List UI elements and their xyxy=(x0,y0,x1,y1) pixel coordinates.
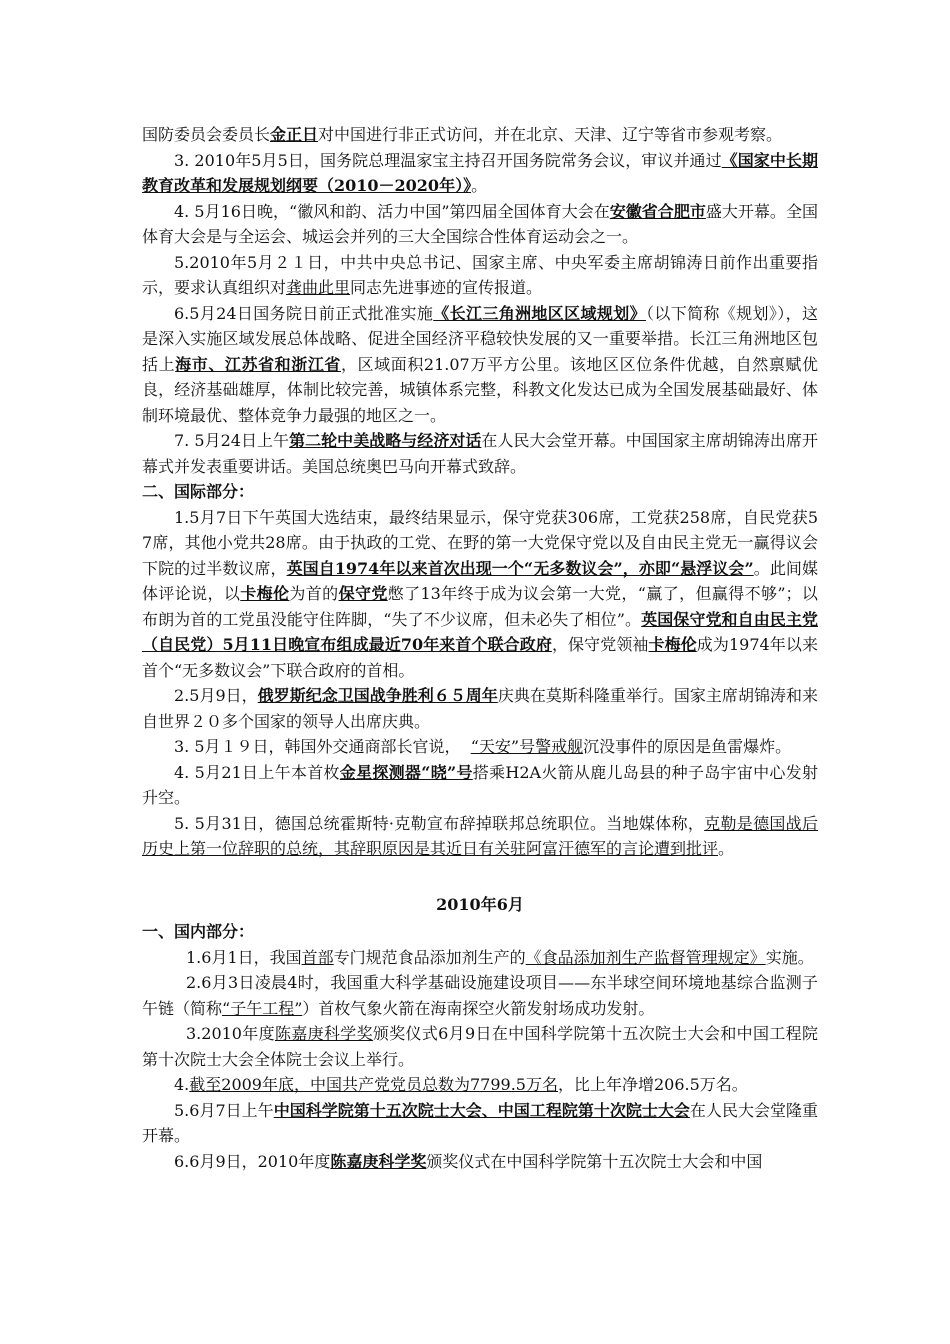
highlight-text: 首部 xyxy=(301,947,334,967)
paragraph-international-3: 3. 5月１９日，韩国外交通商部长官说， “天安”号警戒舰沉没事件的原因是鱼雷爆炸。 xyxy=(174,737,792,756)
paragraph-domestic-7: 7. 5月24日上午第二轮中美战略与经济对话在人民大会堂开幕。中国国家主席胡锦涛出席开幕式并发表重要讲话。美国总统奥巴马向开幕式致辞。 xyxy=(142,431,818,476)
highlight-text: 安徽省合肥市 xyxy=(609,201,706,221)
section-heading-international: 二、国际部分： xyxy=(142,482,255,501)
highlight-text: 卡梅伦 xyxy=(240,584,290,603)
highlight-text: 海市、江苏省和浙江省 xyxy=(175,354,342,374)
paragraph-june-4: 4.截至2009年底，中国共产党党员总数为7799.5万名，比上年净增206.5万名。 xyxy=(174,1075,748,1094)
highlight-text: 克勒是德国战后历史上第一位辞职的总统，其辞职原因是其近日有关驻阿富汗德军的言论遭到批评 xyxy=(142,813,818,858)
paragraph-june-6: 6.6月9日，2010年度陈嘉庚科学奖颁奖仪式在中国科学院第十五次院士大会和中国 xyxy=(174,1151,763,1171)
paragraph-june-3: 3.2010年度陈嘉庚科学奖颁奖仪式6月9日在中国科学院第十五次院士大会和中国工程院第十次院士大会全体院士会议上举行。 xyxy=(142,1024,818,1069)
highlight-text: 《长江三角洲地区区域规划》 xyxy=(433,303,646,323)
highlight-text: 俄罗斯纪念卫国战争胜利６５周年 xyxy=(257,686,498,705)
highlight-text: 截至2009年底，中国共产党党员总数为7799.5万名 xyxy=(189,1075,558,1094)
paragraph-domestic-4: 4. 5月16日晚，“徽风和韵、活力中国”第四届全国体育大会在安徽省合肥市盛大开幕。全国体育大会是与全运会、城运会并列的三大全国综合性体育运动会之一。 xyxy=(142,201,818,246)
highlight-text: 英国保守党和自由民主党（自民党）5月11日晚宣布组成最近70年来首个联合政府 xyxy=(142,609,818,654)
highlight-text: 卡梅伦 xyxy=(648,635,697,654)
highlight-text: 陈嘉庚科学奖 xyxy=(274,1024,373,1043)
paragraph-domestic-2-cont: 国防委员会委员长金正日对中国进行非正式访问，并在北京、天津、辽宁等省市参观考察。 xyxy=(142,125,783,144)
highlight-text: 金正日 xyxy=(270,125,319,144)
highlight-text: 英国自1974年以来首次出现一个“无多数议会”，亦即“悬浮议会” xyxy=(286,558,754,578)
highlight-text: 《食品添加剂生产监督管理规定》 xyxy=(525,947,766,967)
highlight-text: “子午工程” xyxy=(222,998,303,1018)
paragraph-domestic-3: 3. 2010年5月5日，国务院总理温家宝主持召开国务院常务会议，审议并通过《国家中长期教育改革和发展规划纲要（2010－2020年）》。 xyxy=(142,150,818,195)
paragraph-domestic-6: 6.5月24日国务院日前正式批准实施《长江三角洲地区区域规划》（以下简称《规划》），这是深入实施区域发展总体战略、促进全国经济平稳较快发展的又一重要举措。长江三角洲地区包括上海市、江苏省和浙江省，区域面积21.07万平方公里。该地区区位条件优越，自然禀赋优良，经济基础雄厚，体制比较完善，城镇体系完整，科教文化发达已成为全国发展基础最好、体制环境最优、整体竞争力最强的地区之一。 xyxy=(142,303,818,425)
document-body xyxy=(142,122,818,1174)
highlight-text: 第二轮中美战略与经济对话 xyxy=(289,431,482,450)
highlight-text: “天安”号警戒舰 xyxy=(470,737,584,756)
highlight-text: 陈嘉庚科学奖 xyxy=(330,1151,427,1171)
paragraph-international-5: 5. 5月31日，德国总统霍斯特·克勒宣布辞掉联邦总统职位。当地媒体称，克勒是德国战后历史上第一位辞职的总统，其辞职原因是其近日有关驻阿富汗德军的言论遭到批评。 xyxy=(142,813,818,858)
highlight-text: 龚曲此里 xyxy=(286,278,351,297)
highlight-text: 中国科学院第十五次院士大会、中国工程院第十次院士大会 xyxy=(273,1100,690,1120)
paragraph-june-1: 1.6月1日，我国首部专门规范食品添加剂生产的《食品添加剂生产监督管理规定》实施。 xyxy=(186,947,814,967)
paragraph-international-4: 4. 5月21日上午本首枚金星探测器“晓”号搭乘H2A火箭从鹿儿岛县的种子岛宇宙中心发射升空。 xyxy=(142,762,818,807)
highlight-text: 金星探测器“晓”号 xyxy=(339,762,473,782)
paragraph-international-1: 1.5月7日下午英国大选结束，最终结果显示，保守党获306席，工党获258席，自民党获57席，其他小党共28席。由于执政的工党、在野的第一大党保守党以及自由民主党无一赢得议会下院的过半数议席，英国自1974年以来首次出现一个“无多数议会”，亦即“悬浮议会”。此间媒体评论说，以卡梅伦为首的保守党憋了13年终于成为议会第一大党，“赢了，但赢得不够”；以布朗为首的工党虽没能守住阵脚，“失了不少议席，但未必失了相位”。英国保守党和自由民主党（自民党）5月11日晚宣布组成最近70年来首个联合政府，保守党领袖卡梅伦成为1974年以来首个“无多数议会”下联合政府的首相。 xyxy=(142,507,818,680)
paragraph-international-2: 2.5月9日，俄罗斯纪念卫国战争胜利６５周年庆典在莫斯科隆重举行。国家主席胡锦涛和来自世界２０多个国家的领导人出席庆典。 xyxy=(142,686,818,731)
month-heading: 2010年6月 xyxy=(436,894,524,914)
paragraph-june-5: 5.6月7日上午中国科学院第十五次院士大会、中国工程院第十次院士大会在人民大会堂隆重开幕。 xyxy=(142,1100,818,1145)
section-heading-domestic: 一、国内部分： xyxy=(142,922,255,941)
highlight-text: 保守党 xyxy=(338,584,388,603)
highlight-text: 《国家中长期教育改革和发展规划纲要（2010－2020年）》 xyxy=(142,150,818,195)
paragraph-domestic-5: 5.2010年5月２１日，中共中央总书记、国家主席、中央军委主席胡锦涛日前作出重要指示，要求认真组织对龚曲此里同志先进事迹的宣传报道。 xyxy=(142,252,818,297)
paragraph-june-2: 2.6月3日凌晨4时，我国重大科学基础设施建设项目——东半球空间环境地基综合监测子午链（简称“子午工程”）首枚气象火箭在海南探空火箭发射场成功发射。 xyxy=(142,973,818,1018)
